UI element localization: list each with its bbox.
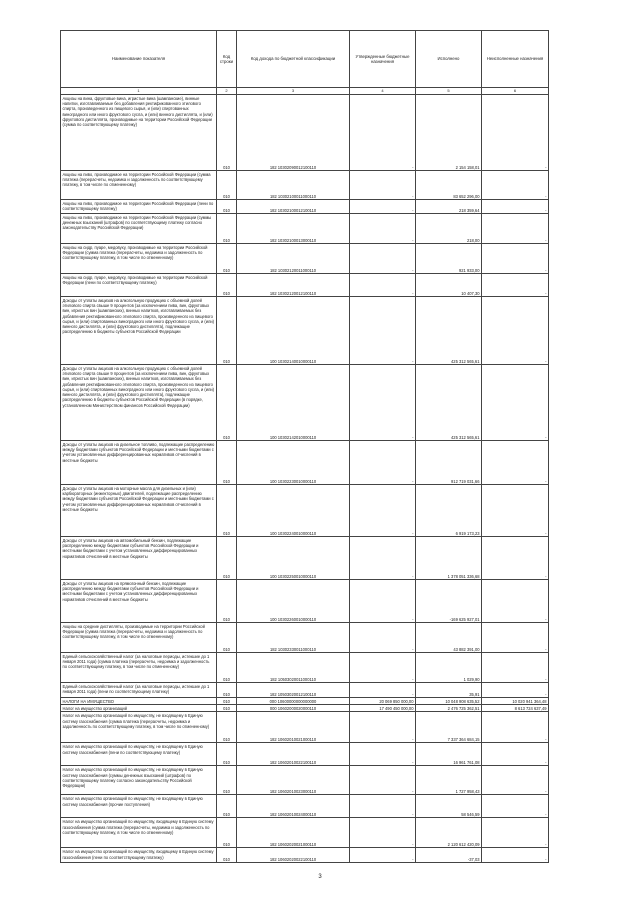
header-name: Наименование показателя bbox=[61, 31, 217, 88]
row-approved-cell: - bbox=[350, 244, 416, 274]
row-code-cell: 010 bbox=[217, 441, 237, 485]
table-row bbox=[61, 623, 549, 653]
row-code-cell: 010 bbox=[217, 766, 237, 795]
row-executed-cell: 1 727 958,43 bbox=[416, 766, 482, 795]
row-code-cell: 010 bbox=[217, 274, 237, 297]
row-code-cell: 010 bbox=[217, 537, 237, 580]
header-unexecuted: Неисполненные назначения bbox=[482, 31, 549, 88]
row-approved-cell: - bbox=[350, 795, 416, 818]
row-unexecuted-cell: - bbox=[482, 244, 549, 274]
row-approved-cell: - bbox=[350, 712, 416, 743]
row-executed-cell: 425 312 565,61 bbox=[416, 365, 482, 441]
row-executed-cell: 10 407,30 bbox=[416, 274, 482, 297]
row-unexecuted-cell: - bbox=[482, 623, 549, 653]
row-budget-code-cell: 182 10302120012100110 bbox=[237, 274, 350, 297]
row-unexecuted-cell: - bbox=[482, 365, 549, 441]
row-approved-cell: - bbox=[350, 653, 416, 683]
row-unexecuted-cell: - bbox=[482, 297, 549, 365]
row-code-cell: 010 bbox=[217, 200, 237, 214]
row-executed-cell: 10 048 908 635,52 bbox=[416, 698, 482, 705]
row-executed-cell: 35,91 bbox=[416, 683, 482, 698]
row-executed-cell: 1 378 051 336,68 bbox=[416, 537, 482, 580]
table-row bbox=[61, 795, 549, 818]
table-row bbox=[61, 743, 549, 766]
table-row bbox=[61, 705, 549, 712]
row-budget-code-cell: 000 10602000020000110 bbox=[237, 705, 350, 712]
column-number: 1 bbox=[61, 88, 217, 95]
row-code-cell: 010 bbox=[217, 818, 237, 848]
table-row bbox=[61, 485, 549, 537]
table-row bbox=[61, 580, 549, 623]
table-row bbox=[61, 698, 549, 705]
row-executed-cell: 58 546,59 bbox=[416, 795, 482, 818]
row-name-cell: Акцизы на средние дистилляты, производимые на территории Российской Федерации (сумма платежа (перерасчеты, недоимка и задолженность по соответствующему платежу, в том числе по отмененному) bbox=[61, 623, 217, 653]
row-approved-cell: - bbox=[350, 365, 416, 441]
row-code-cell: 010 bbox=[217, 712, 237, 743]
row-name-cell: НАЛОГИ НА ИМУЩЕСТВО bbox=[61, 698, 217, 705]
row-name-cell: Доходы от уплаты акцизов на дизельное топливо, подлежащие распределению между бюджетами субъектов Российской Федерации и местными бюджетами с учетом установленных дифференцированных нормативов отчислений в местные бюджеты bbox=[61, 441, 217, 485]
row-unexecuted-cell: - bbox=[482, 743, 549, 766]
row-name-cell: Налог на имущество организаций по имуществу, входящему в Единую систему газоснабжения (сумма платежа (перерасчеты, недоимка и задолженность по соответствующему платежу, в том числе по отмененному) bbox=[61, 818, 217, 848]
row-approved-cell: - bbox=[350, 171, 416, 200]
row-name-cell: Налог на имущество организаций по имуществу, не входящему в Единую систему газоснабжения (суммы денежных взысканий (штрафов) по соответствующему платежу согласно законодательству Российской Федерации) bbox=[61, 766, 217, 795]
column-number: 6 bbox=[482, 88, 549, 95]
row-executed-cell: 218 359,64 bbox=[416, 200, 482, 214]
header-budget-code: Код дохода по бюджетной классификации bbox=[237, 31, 350, 88]
row-name-cell: Налог на имущество организаций по имуществу, не входящему в Единую систему газоснабжения (сумма платежа (перерасчеты, недоимка и задолженность по соответствующему платежу, в том числе по отмененному) bbox=[61, 712, 217, 743]
row-code-cell: 010 bbox=[217, 580, 237, 623]
row-unexecuted-cell: - bbox=[482, 200, 549, 214]
row-executed-cell: 912 719 031,66 bbox=[416, 441, 482, 485]
table-row bbox=[61, 95, 549, 171]
table-row bbox=[61, 244, 549, 274]
row-unexecuted-cell: - bbox=[482, 795, 549, 818]
row-executed-cell: -169 625 927,01 bbox=[416, 580, 482, 623]
row-name-cell: Доходы от уплаты акцизов на алкогольную продукцию с объемной долей этилового спирта свыше 9 процентов (за исключением пива, вин, фруктовых вин, игристых вин (шампанских), винных напитков, изготавливаемых без добавления ректификованного этилового спирта, произведенного из пищевого сырья, и (или) спиртованных виноградного или иного фруктового сусла, и (или) винного дистиллята, и (или) фруктового дистиллята), подлежащие распределению в бюджеты субъектов Российской Федерации bbox=[61, 297, 217, 365]
row-approved-cell: - bbox=[350, 683, 416, 698]
row-code-cell: 010 bbox=[217, 743, 237, 766]
row-executed-cell: 2 120 612 420,09 bbox=[416, 818, 482, 848]
row-unexecuted-cell: - bbox=[482, 580, 549, 623]
row-unexecuted-cell: 8 613 724 637,49 bbox=[482, 705, 549, 712]
row-code-cell: 010 bbox=[217, 795, 237, 818]
table-row bbox=[61, 441, 549, 485]
row-unexecuted-cell: - bbox=[482, 95, 549, 171]
row-unexecuted-cell: 10 020 941 364,48 bbox=[482, 698, 549, 705]
row-unexecuted-cell: - bbox=[482, 214, 549, 244]
page-number: 3 bbox=[318, 874, 322, 880]
row-budget-code-cell: 182 10302120011000110 bbox=[237, 244, 350, 274]
row-approved-cell: - bbox=[350, 274, 416, 297]
row-name-cell: Налог на имущество организаций по имуществу, не входящему в Единую систему газоснабжения (пени по соответствующему платежу) bbox=[61, 743, 217, 766]
row-name-cell: Доходы от уплаты акцизов на моторные масла для дизельных и (или) карбюраторных (инжекторных) двигателей, подлежащие распределению между бюджетами субъектов Российской Федерации и местными бюджетами с учетом установленных дифференцированных нормативов отчислений в местные бюджеты bbox=[61, 485, 217, 537]
row-budget-code-cell: 182 10602010021000110 bbox=[237, 712, 350, 743]
budget-execution-table bbox=[60, 30, 549, 863]
row-budget-code-cell: 100 10302140010000110 bbox=[237, 297, 350, 365]
row-unexecuted-cell: - bbox=[482, 441, 549, 485]
row-name-cell: Доходы от уплаты акцизов на алкогольную продукцию с объемной долей этилового спирта свыше 9 процентов (за исключением пива, вин, фруктовых вин, игристых вин (шампанских), винных напитков, изготавливаемых без добавления ректификованного этилового спирта, произведенного из пищевого сырья, и (или) спиртованных виноградного или иного фруктового сусла, и (или) винного дистиллята, и (или) фруктового дистиллята), подлежащие распределению в бюджеты субъектов Российской Федерации (в порядке, установленном Министерством финансов Российской Федерации) bbox=[61, 365, 217, 441]
row-code-cell: 010 bbox=[217, 365, 237, 441]
column-number: 3 bbox=[237, 88, 350, 95]
row-approved-cell: - bbox=[350, 818, 416, 848]
row-approved-cell: - bbox=[350, 297, 416, 365]
row-budget-code-cell: 182 10302330011000110 bbox=[237, 623, 350, 653]
table-row bbox=[61, 297, 549, 365]
header-executed: Исполнено bbox=[416, 31, 482, 88]
row-name-cell: Единый сельскохозяйственный налог (за налоговые периоды, истекшие до 1 января 2011 года) (сумма платежа (перерасчеты, недоимка и задолженность по соответствующему платежу, в том числе по отмененному) bbox=[61, 653, 217, 683]
column-number-row bbox=[61, 88, 549, 95]
row-budget-code-cell: 182 10602020021000110 bbox=[237, 818, 350, 848]
row-approved-cell: - bbox=[350, 441, 416, 485]
table-row bbox=[61, 365, 549, 441]
row-executed-cell: 83 652 296,00 bbox=[416, 171, 482, 200]
row-code-cell: 010 bbox=[217, 705, 237, 712]
row-budget-code-cell: 182 10503020012100110 bbox=[237, 683, 350, 698]
row-name-cell: Единый сельскохозяйственный налог (за налоговые периоды, истекшие до 1 января 2011 года) (пени по соответствующему платежу) bbox=[61, 683, 217, 698]
row-budget-code-cell: 182 10602010022100110 bbox=[237, 743, 350, 766]
table-row bbox=[61, 766, 549, 795]
row-executed-cell: 218,00 bbox=[416, 214, 482, 244]
row-executed-cell: 425 312 565,61 bbox=[416, 297, 482, 365]
row-name-cell: Налог на имущество организаций по имуществу, не входящему в Единую систему газоснабжения (прочие поступления) bbox=[61, 795, 217, 818]
row-name-cell: Акцизы на вина, фруктовые вина, игристые вина (шампанские), винные напитки, изготавливаемые без добавления ректификованного этилового спирта, произведенного из пищевого сырья, и (или) спиртованных виноградного или иного фруктового сусла, и (или) винного дистиллята, и (или) фруктового дистиллята, производимые на территории Российской Федерации (сумма по соответствующему платежу) bbox=[61, 95, 217, 171]
row-unexecuted-cell: - bbox=[482, 274, 549, 297]
row-approved-cell: - bbox=[350, 485, 416, 537]
row-code-cell: 010 bbox=[217, 214, 237, 244]
table-row bbox=[61, 653, 549, 683]
row-executed-cell: 921 933,00 bbox=[416, 244, 482, 274]
table-header-row bbox=[61, 31, 549, 88]
table-row bbox=[61, 274, 549, 297]
row-name-cell: Доходы от уплаты акцизов на прямогонный бензин, подлежащие распределению между бюджетами субъектов Российской Федерации и местными бюджетами с учетом установленных дифференцированных нормативов отчислений в местные бюджеты bbox=[61, 580, 217, 623]
row-approved-cell: - bbox=[350, 580, 416, 623]
table-row bbox=[61, 537, 549, 580]
row-executed-cell: 2 154 158,01 bbox=[416, 95, 482, 171]
row-budget-code-cell: 182 10302100011000110 bbox=[237, 171, 350, 200]
row-name-cell: Акцизы на пиво, производимое на территории Российской Федерации (суммы денежных взысканий (штрафов) по соответствующему платежу согласно законодательству Российской Федерации) bbox=[61, 214, 217, 244]
row-approved-cell: 17 490 450 000,00 bbox=[350, 705, 416, 712]
row-name-cell: Акцизы на пиво, производимое на территории Российской Федерации (сумма платежа (перерасчеты, недоимка и задолженность по соответствующему платежу, в том числе по отмененному) bbox=[61, 171, 217, 200]
row-code-cell: 010 bbox=[217, 95, 237, 171]
row-budget-code-cell: 182 10503020011000110 bbox=[237, 653, 350, 683]
row-budget-code-cell: 100 10302142010000110 bbox=[237, 365, 350, 441]
row-approved-cell: 20 069 850 000,00 bbox=[350, 698, 416, 705]
table-row bbox=[61, 171, 549, 200]
header-code: Код строки bbox=[217, 31, 237, 88]
row-code-cell: 010 bbox=[217, 848, 237, 863]
header-approved: Утвержденные бюджетные назначения bbox=[350, 31, 416, 88]
row-budget-code-cell: 100 10302230010000110 bbox=[237, 441, 350, 485]
row-executed-cell: 16 961 761,08 bbox=[416, 743, 482, 766]
table-row bbox=[61, 848, 549, 863]
row-approved-cell: - bbox=[350, 848, 416, 863]
row-code-cell: 010 bbox=[217, 683, 237, 698]
row-name-cell: Налог на имущество организаций bbox=[61, 705, 217, 712]
row-unexecuted-cell: - bbox=[482, 653, 549, 683]
column-number: 4 bbox=[350, 88, 416, 95]
row-budget-code-cell: 100 10302260010000110 bbox=[237, 580, 350, 623]
column-number: 2 bbox=[217, 88, 237, 95]
row-unexecuted-cell: - bbox=[482, 683, 549, 698]
row-unexecuted-cell: - bbox=[482, 537, 549, 580]
row-code-cell: 010 bbox=[217, 653, 237, 683]
row-name-cell: Налог на имущество организаций по имуществу, входящему в Единую систему газоснабжения (пени по соответствующему платежу) bbox=[61, 848, 217, 863]
table-row bbox=[61, 200, 549, 214]
row-approved-cell: - bbox=[350, 214, 416, 244]
row-budget-code-cell: 182 10602010024000110 bbox=[237, 795, 350, 818]
row-approved-cell: - bbox=[350, 95, 416, 171]
row-approved-cell: - bbox=[350, 537, 416, 580]
table-row bbox=[61, 683, 549, 698]
row-name-cell: Акцизы на пиво, производимое на территории Российской Федерации (пени по соответствующему платежу) bbox=[61, 200, 217, 214]
row-budget-code-cell: 182 10602020022100110 bbox=[237, 848, 350, 863]
row-budget-code-cell: 100 10302250010000110 bbox=[237, 537, 350, 580]
row-unexecuted-cell: - bbox=[482, 766, 549, 795]
row-name-cell: Акцизы на сидр, пуаре, медовуху, производимые на территории Российской Федерации (сумма платежа (перерасчеты, недоимка и задолженность по соответствующему платежу, в том числе по отмененному) bbox=[61, 244, 217, 274]
row-code-cell: 010 bbox=[217, 698, 237, 705]
row-budget-code-cell: 182 10302100012100110 bbox=[237, 200, 350, 214]
row-approved-cell: - bbox=[350, 200, 416, 214]
row-approved-cell: - bbox=[350, 766, 416, 795]
row-unexecuted-cell: - bbox=[482, 818, 549, 848]
row-approved-cell: - bbox=[350, 623, 416, 653]
row-unexecuted-cell: - bbox=[482, 712, 549, 743]
row-budget-code-cell: 100 10302240010000110 bbox=[237, 485, 350, 537]
row-budget-code-cell: 182 10602010023000110 bbox=[237, 766, 350, 795]
row-budget-code-cell: 182 10302100013000110 bbox=[237, 214, 350, 244]
row-executed-cell: 43 882 391,00 bbox=[416, 623, 482, 653]
row-budget-code-cell: 182 10302090012100110 bbox=[237, 95, 350, 171]
table-row bbox=[61, 818, 549, 848]
row-code-cell: 010 bbox=[217, 244, 237, 274]
row-code-cell: 010 bbox=[217, 485, 237, 537]
row-unexecuted-cell: - bbox=[482, 485, 549, 537]
row-code-cell: 010 bbox=[217, 297, 237, 365]
row-executed-cell: -37,03 bbox=[416, 848, 482, 863]
report-page bbox=[60, 30, 548, 863]
row-executed-cell: 2 476 725 362,51 bbox=[416, 705, 482, 712]
row-unexecuted-cell: - bbox=[482, 171, 549, 200]
row-executed-cell: 6 919 173,23 bbox=[416, 485, 482, 537]
table-row bbox=[61, 712, 549, 743]
row-executed-cell: 7 337 364 684,15 bbox=[416, 712, 482, 743]
row-executed-cell: 1 029,90 bbox=[416, 653, 482, 683]
row-budget-code-cell: 000 10600000000000000 bbox=[237, 698, 350, 705]
row-name-cell: Акцизы на сидр, пуаре, медовуху, производимые на территории Российской Федерации (пени по соответствующему платежу) bbox=[61, 274, 217, 297]
row-code-cell: 010 bbox=[217, 171, 237, 200]
column-number: 5 bbox=[416, 88, 482, 95]
row-name-cell: Доходы от уплаты акцизов на автомобильный бензин, подлежащие распределению между бюджетами субъектов Российской Федерации и местными бюджетами с учетом установленных дифференцированных нормативов отчислений в местные бюджеты bbox=[61, 537, 217, 580]
table-row bbox=[61, 214, 549, 244]
row-approved-cell: - bbox=[350, 743, 416, 766]
row-unexecuted-cell: - bbox=[482, 848, 549, 863]
row-code-cell: 010 bbox=[217, 623, 237, 653]
